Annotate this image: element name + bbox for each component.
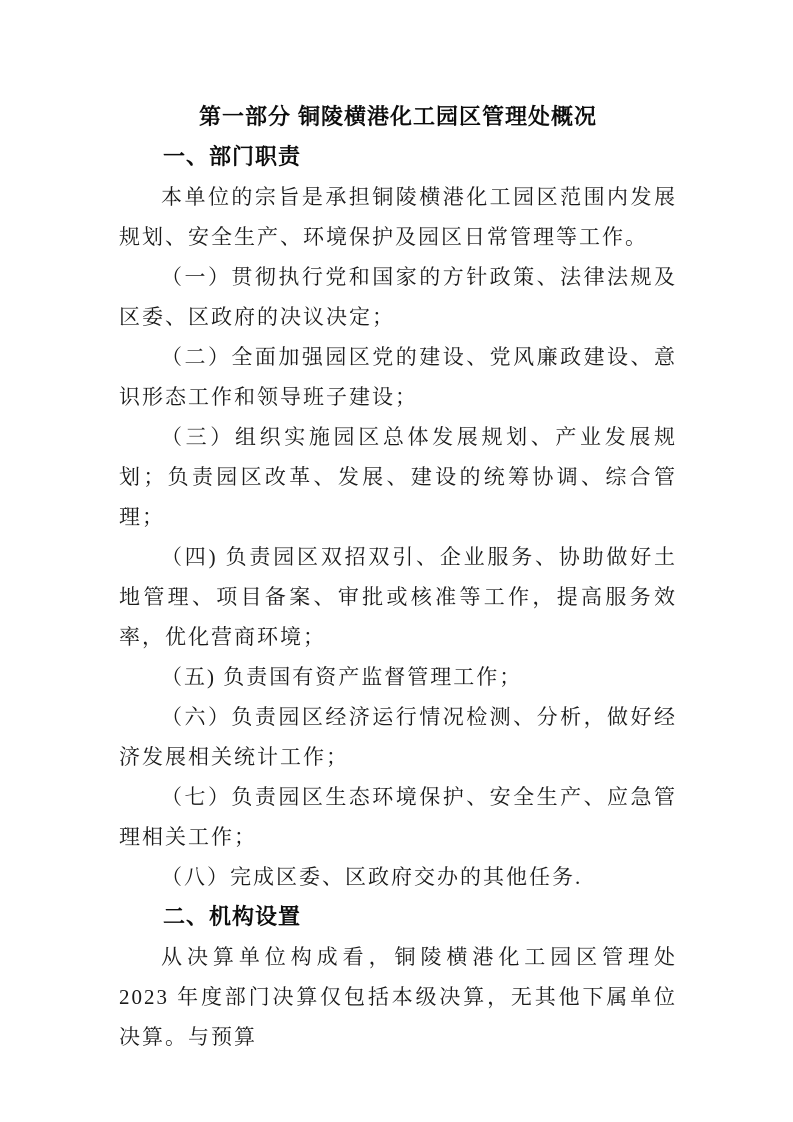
- paragraph: （四) 负责园区双招双引、企业服务、协助做好土地管理、项目备案、审批或核准等工作，提高服务效率，优化营商环境；: [119, 545, 677, 649]
- paragraph: （八）完成区委、区政府交办的其他任务.: [161, 865, 583, 889]
- paragraph: （五) 负责国有资产监督管理工作；: [161, 665, 523, 689]
- section-heading: 一、部门职责: [163, 144, 302, 169]
- document-body: [119, 137, 677, 1057]
- paragraph: 从决算单位构成看，铜陵横港化工园区管理处 2023 年度部门决算仅包括本级决算，无其他下属单位决算。与预算: [119, 945, 677, 1049]
- paragraph: （六）负责园区经济运行情况检测、分析，做好经济发展相关统计工作；: [119, 705, 677, 769]
- paragraph: （一）贯彻执行党和国家的方针政策、法律法规及区委、区政府的决议决定；: [119, 265, 677, 329]
- page-title: 第一部分 铜陵横港化工园区管理处概况: [198, 104, 598, 129]
- section-heading: 二、机构设置: [163, 904, 302, 929]
- paragraph: 本单位的宗旨是承担铜陵横港化工园区范围内发展规划、安全生产、环境保护及园区日常管理等工作。: [119, 185, 677, 249]
- paragraph: （七）负责园区生态环境保护、安全生产、应急管理相关工作；: [119, 785, 677, 849]
- paragraph: （三）组织实施园区总体发展规划、产业发展规划；负责园区改革、发展、建设的统筹协调、综合管理；: [119, 425, 677, 529]
- paragraph: （二）全面加强园区党的建设、党风廉政建设、意识形态工作和领导班子建设；: [119, 345, 677, 409]
